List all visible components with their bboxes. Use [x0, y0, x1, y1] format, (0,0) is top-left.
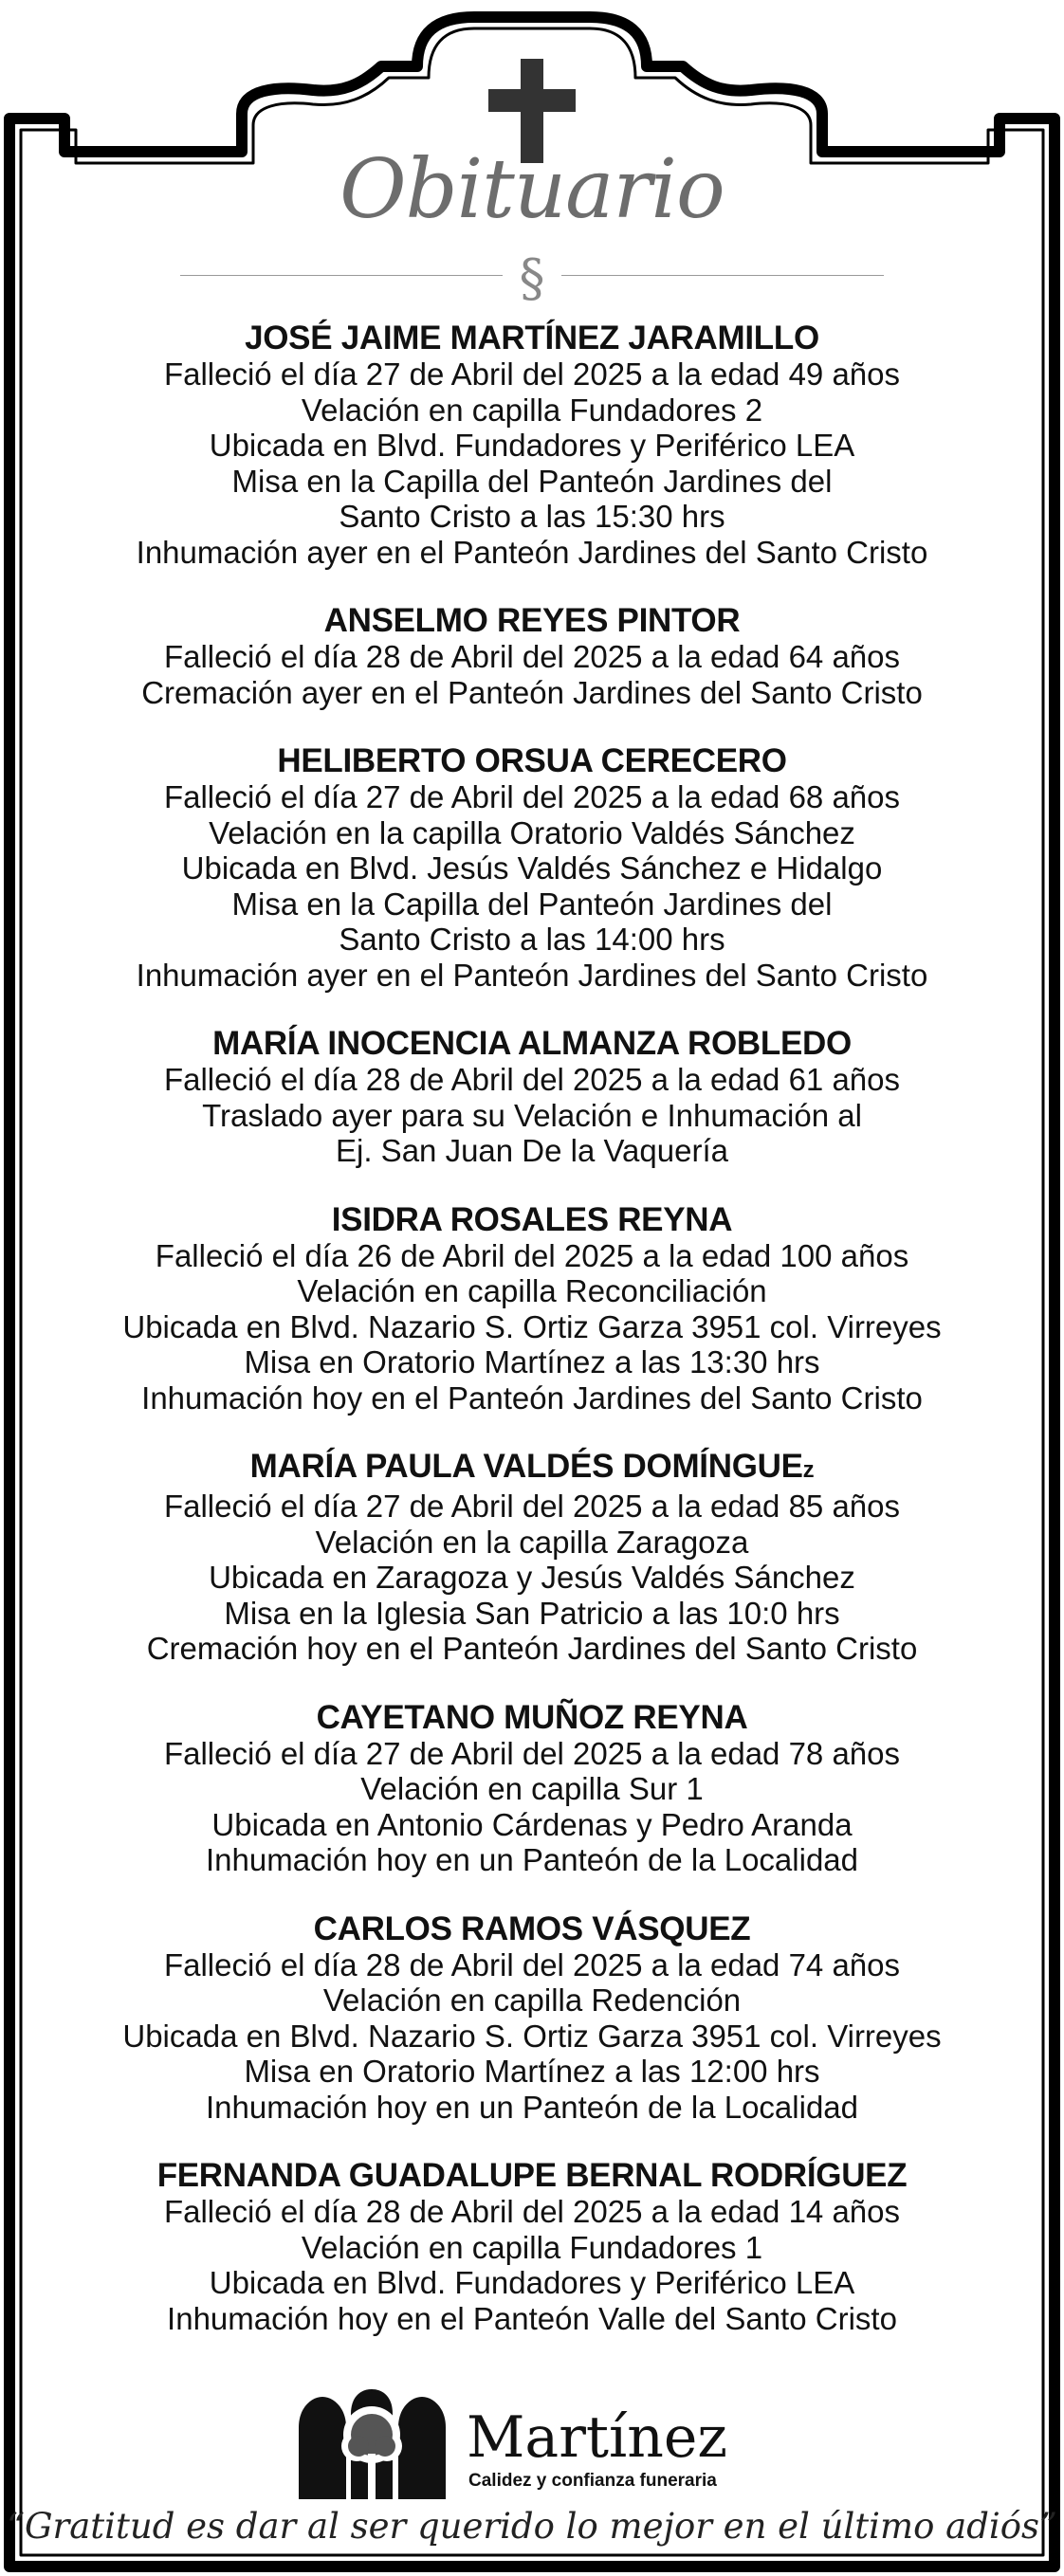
entry-line: Misa en Oratorio Martínez a las 12:00 hrs	[244, 2054, 820, 2089]
obituary-entry	[57, 1910, 1007, 2126]
entry-line: Falleció el día 28 de Abril del 2025 a la edad 14 años	[163, 2194, 901, 2229]
divider-left	[180, 275, 503, 276]
entry-line: Inhumación ayer en el Panteón Jardines del Santo Cristo	[136, 534, 928, 570]
entry-line: Santo Cristo a las 15:30 hrs	[339, 499, 725, 534]
obituary-entry	[57, 320, 1007, 570]
entry-line: Falleció el día 28 de Abril del 2025 a la edad 61 años	[163, 1062, 901, 1097]
deceased-name: FERNANDA GUADALUPE BERNAL RODRÍGUEZ	[156, 2157, 908, 2194]
entry-line: Inhumación hoy en un Panteón de la Localidad	[205, 2089, 859, 2125]
obituary-entry	[57, 1025, 1007, 1169]
obituary-entry	[57, 1201, 1007, 1416]
entry-line: Inhumación hoy en un Panteón de la Localidad	[205, 1842, 859, 1877]
entry-line: Velación en la capilla Oratorio Valdés Sánchez	[209, 814, 855, 850]
entry-line: Ubicada en Blvd. Nazario S. Ortiz Garza 3951 col. Virreyes	[122, 1308, 942, 1344]
divider-right	[561, 275, 884, 276]
deceased-name: CAYETANO MUÑOZ REYNA	[316, 1698, 748, 1736]
deceased-name	[57, 1448, 1007, 1489]
page-title: Obituario	[339, 142, 725, 237]
entry-line: Santo Cristo a las 14:00 hrs	[339, 922, 725, 957]
entry-line: Inhumación hoy en el Panteón Jardines del Santo Cristo	[141, 1379, 923, 1416]
deceased-name-main: MARÍA PAULA VALDÉS DOMÍNGUE	[249, 1448, 803, 1485]
entry-line: Misa en la Iglesia San Patricio a las 10:0 hrs	[224, 1595, 840, 1631]
entry-line: Falleció el día 28 de Abril del 2025 a la edad 74 años	[163, 1946, 901, 1982]
arched-windows-tree-logo-icon	[294, 2387, 450, 2501]
entry-line: Cremación hoy en el Panteón Jardines del Santo Cristo	[146, 1631, 918, 1666]
deceased-name: JOSÉ JAIME MARTÍNEZ JARAMILLO	[245, 320, 819, 356]
entry-line: Velación en capilla Redención	[322, 1982, 742, 2018]
scroll-ornament-icon: §	[519, 248, 545, 308]
obituary-entry	[57, 2157, 1007, 2336]
obituary-entry	[57, 742, 1007, 993]
obituary-entry	[57, 602, 1007, 710]
entry-line: Ubicada en Zaragoza y Jesús Valdés Sánchez	[209, 1560, 855, 1595]
entry-line: Velación en capilla Sur 1	[360, 1771, 704, 1806]
entry-line: Ubicada en Blvd. Fundadores y Periférico LEA	[209, 428, 855, 463]
closing-quote: “Gratitud es dar al ser querido lo mejor en el último adiós”	[7, 2506, 1057, 2547]
entry-line: Falleció el día 27 de Abril del 2025 a la edad 68 años	[163, 779, 901, 814]
entry-line: Velación en capilla Fundadores 2	[301, 392, 763, 428]
entry-line: Ej. San Juan De la Vaquería	[336, 1133, 728, 1168]
obituary-entry	[57, 1699, 1007, 1878]
entry-line: Velación en capilla Reconciliación	[297, 1273, 767, 1308]
entry-line: Falleció el día 27 de Abril del 2025 a la edad 78 años	[163, 1735, 901, 1771]
funeral-home-logo	[294, 2387, 768, 2501]
entry-line: Velación en capilla Fundadores 1	[301, 2229, 763, 2265]
deceased-name: ISIDRA ROSALES REYNA	[331, 1200, 733, 1238]
entry-line: Ubicada en Blvd. Fundadores y Periférico LEA	[209, 2265, 855, 2300]
entry-line: Inhumación ayer en el Panteón Jardines del Santo Cristo	[136, 957, 928, 993]
entry-line: Cremación ayer en el Panteón Jardines del Santo Cristo	[141, 674, 923, 710]
brand-name: Martínez	[467, 2404, 727, 2471]
deceased-name-suffix: z	[802, 1457, 815, 1483]
entry-line: Velación en la capilla Zaragoza	[315, 1524, 749, 1560]
entry-line: Falleció el día 27 de Abril del 2025 a la edad 85 años	[163, 1489, 901, 1524]
entry-line: Falleció el día 26 de Abril del 2025 a la edad 100 años	[155, 1237, 909, 1273]
deceased-name: CARLOS RAMOS VÁSQUEZ	[313, 1909, 751, 1947]
entry-line: Ubicada en Antonio Cárdenas y Pedro Aranda	[211, 1806, 853, 1842]
brand-tagline: Calidez y confianza funeraria	[468, 2471, 717, 2491]
entry-line: Inhumación hoy en el Panteón Valle del Santo Cristo	[167, 2300, 897, 2336]
entry-line: Misa en la Capilla del Panteón Jardines del	[231, 463, 833, 499]
obituary-list	[57, 320, 1007, 2368]
entry-line: Traslado ayer para su Velación e Inhumación al	[202, 1097, 862, 1133]
obituary-entry	[57, 1448, 1007, 1667]
deceased-name: HELIBERTO ORSUA CERECERO	[277, 742, 787, 779]
deceased-name: MARÍA INOCENCIA ALMANZA ROBLEDO	[212, 1025, 852, 1062]
entry-line: Misa en Oratorio Martínez a las 13:30 hrs	[244, 1344, 820, 1379]
deceased-name: ANSELMO REYES PINTOR	[323, 602, 741, 639]
entry-line: Falleció el día 28 de Abril del 2025 a la edad 64 años	[163, 639, 901, 674]
entry-line: Falleció el día 27 de Abril del 2025 a la edad 49 años	[163, 356, 901, 392]
entry-line: Misa en la Capilla del Panteón Jardines del	[231, 886, 833, 922]
entry-line: Ubicada en Blvd. Jesús Valdés Sánchez e Hidalgo	[181, 850, 883, 886]
entry-line: Ubicada en Blvd. Nazario S. Ortiz Garza 3951 col. Virreyes	[122, 2018, 942, 2054]
